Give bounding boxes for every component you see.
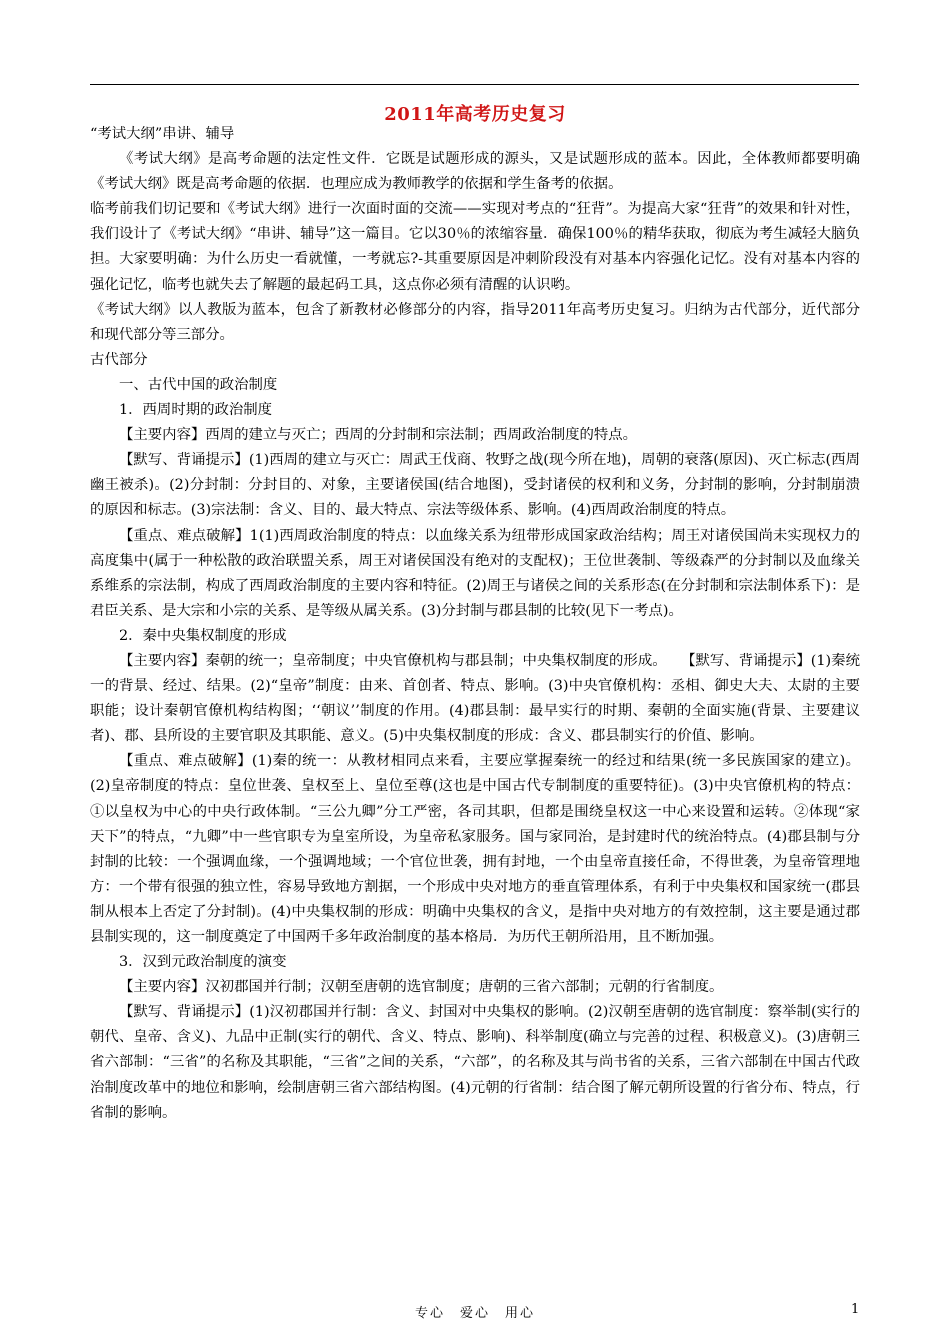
body-paragraph: 【主要内容】汉初郡国并行制；汉朝至唐朝的选官制度；唐朝的三省六部制；元朝的行省制度。: [119, 979, 724, 996]
body-paragraph: 【重点、难点破解】(1)秦的统一：从教材相同点来看，主要应掌握秦统一的经过和结果(统一多民族国家的建立)。(2)皇帝制度的特点：皇位世袭、皇权至上、皇位至尊(这也是中国古代专制制度的重要特征)。(3)中央官僚机构的特点：①以皇权为中心的中央行政体制。“三公九卿”分工严密，各司其职，但都是围绕皇权这一中心来设置和运转。②体现“家天下”的特点，“九卿”中一些官职专为皇室所设，为皇帝私家服务。国与家同治，是封建时代的统治特点。(4)郡县制与分封制的比较：一个强调血缘，一个强调地域；一个官位世袭，拥有封地，一个由皇帝直接任命，不得世袭，为皇帝管理地方：一个带有很强的独立性，容易导致地方割据，一个形成中央对地方的垂直管理体系，有利于中央集权和国家统一(郡县制从根本上否定了分封制)。(4)中央集权制的形成：明确中央集权的含义，是指中央对地方的有效控制，这主要是通过郡县制实现的，这一制度奠定了中国两千多年政治制度的基本格局．为历代王朝所沿用，且不断加强。: [90, 753, 860, 945]
body-paragraph: 临考前我们切记要和《考试大纲》进行一次面时面的交流——实现对考点的“狂背”。为提高大家“狂背”的效果和针对性，我们设计了《考试大纲》“串讲、辅导”这一篇目。它以30％的浓缩容量．确保100％的精华获取，彻底为考生减轻大脑负担。大家要明确：为什么历史一看就懂，一考就忘?-其重要原因是冲刺阶段没有对基本内容强化记忆。没有对基本内容的强化记忆，临考也就失去了解题的最起码工具，这点你必须有清醒的认识哟。: [90, 201, 860, 293]
chapter-heading: 一、古代中国的政治制度: [119, 376, 278, 393]
page-number: 1: [851, 1302, 860, 1317]
body-paragraph: 【主要内容】西周的建立与灭亡；西周的分封制和宗法制；西周政治制度的特点。: [119, 427, 638, 444]
body-paragraph: “考试大纲”串讲、辅导: [90, 126, 235, 142]
body-paragraph: 【重点、难点破解】1(1)西周政治制度的特点：以血缘关系为纽带形成国家政治结构；周王对诸侯国尚未实现权力的高度集中(属于一种松散的政治联盟关系，周王对诸侯国没有绝对的支配权)；王位世袭制、等级森严的分封制以及血缘关系维系的宗法制，构成了西周政治制度的主要内容和特征。(2)周王与诸侯之间的关系形态(在分封制和宗法制体系下)：是君臣关系、是大宗和小宗的关系、是等级从属关系。(3)分封制与郡县制的比较(见下一考点)。: [90, 527, 860, 619]
body-paragraph: 【默写、背诵提示】(1)西周的建立与灭亡：周武王伐商、牧野之战(现今所在地)，周朝的衰落(原因)、灭亡标志(西周幽王被杀)。(2)分封制：分封目的、对象，主要诸侯国(结合地图)，受封诸侯的权利和义务，分封制的影响，分封制崩溃的原因和标志。(3)宗法制：含义、目的、最大特点、宗法等级体系、影响。(4)西周政治制度的特点。: [90, 452, 860, 519]
document-body: [90, 122, 860, 1126]
page-footer: 专心 爱心 用心: [414, 1306, 535, 1321]
body-paragraph: 《考试大纲》是高考命题的法定性文件．它既是试题形成的源头，又是试题形成的蓝本。因此，全体教师都要明确《考试大纲》既是高考命题的依据．也理应成为教师教学的依据和学生备考的依据。: [90, 151, 860, 193]
section-heading: 古代部分: [90, 351, 148, 368]
header-rule: [90, 84, 859, 85]
body-paragraph: 【默写、背诵提示】(1)汉初郡国并行制：含义、封国对中央集权的影响。(2)汉朝至唐朝的选官制度：察举制(实行的朝代、皇帝、含义)、九品中正制(实行的朝代、含义、特点、影响)、科举制度(确立与完善的过程、积极意义)。(3)唐朝三省六部制：“三省”的名称及其职能，“三省”之间的关系，“六部”，的名称及其与尚书省的关系，三省六部制在中国古代政治制度改革中的地位和影响，绘制唐朝三省六部结构图。(4)元朝的行省制：结合图了解元朝所设置的行省分布、特点，行省制的影响。: [90, 1004, 860, 1121]
body-paragraph: 【主要内容】秦朝的统一；皇帝制度；中央官僚机构与郡县制；中央集权制度的形成。 【默写、背诵提示】(1)秦统一的背景、经过、结果。(2)“皇帝”制度：由来、首创者、特点、影响。(3)中央官僚机构：丞相、御史大夫、太尉的主要职能；设计秦朝官僚机构结构图；‘‘朝议’’制度的作用。(4)郡县制：最早实行的时期、秦朝的全面实施(背景、主要建议者)、郡、县所设的主要官职及其职能、意义。(5)中央集权制度的形成：含义、郡县制实行的价值、影响。: [90, 652, 860, 745]
subsection-heading: 1．西周时期的政治制度: [119, 402, 273, 419]
subsection-heading: 2．秦中央集权制度的形成: [119, 627, 287, 644]
document-title: 2011年高考历史复习: [384, 104, 566, 125]
subsection-heading: 3．汉到元政治制度的演变: [119, 954, 287, 971]
body-paragraph: 《考试大纲》以人教版为蓝本，包含了新教材必修部分的内容，指导2011年高考历史复习。归纳为古代部分，近代部分和现代部分等三部分。: [90, 301, 860, 343]
